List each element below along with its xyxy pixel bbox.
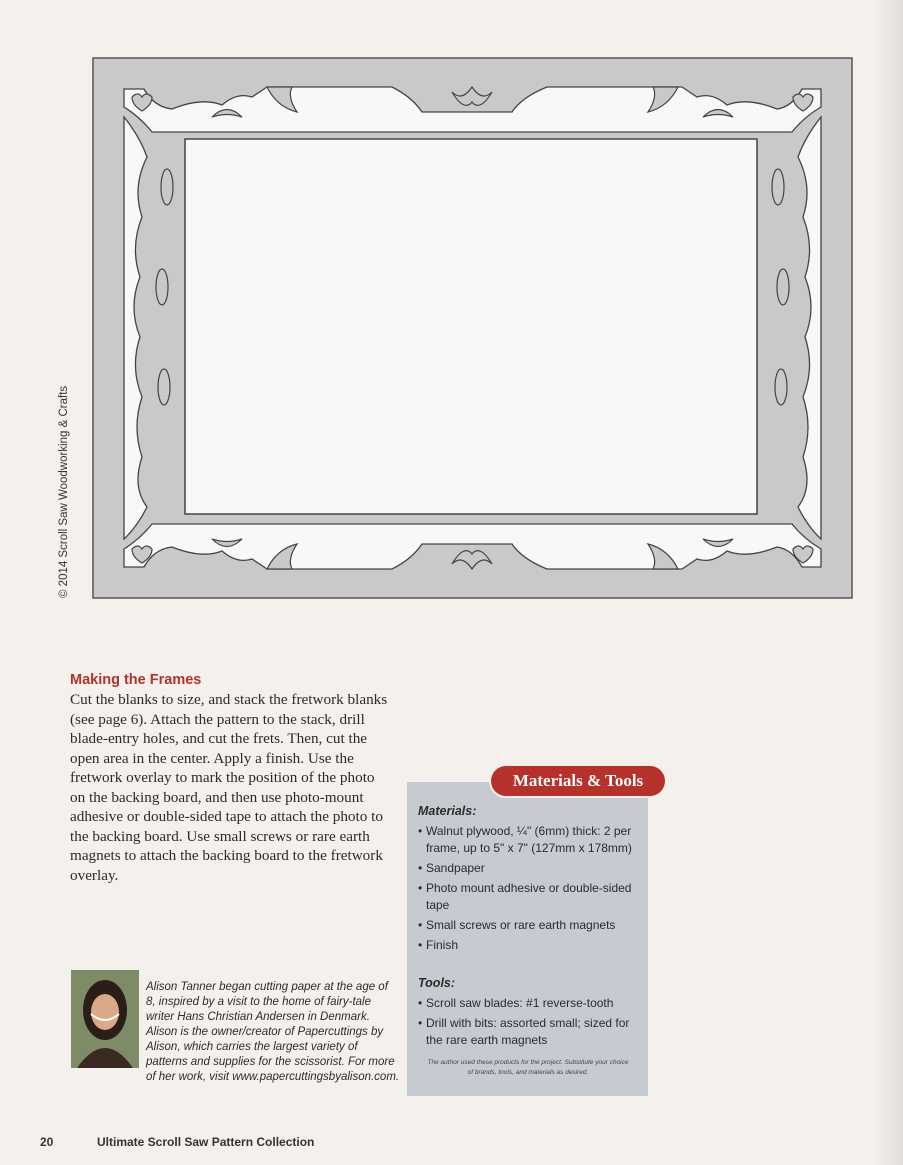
photo-opening <box>185 139 757 514</box>
tools-label: Tools: <box>418 976 456 990</box>
author-bio <box>70 980 400 1085</box>
copyright-notice: © 2014 Scroll Saw Woodworking & Crafts <box>58 385 70 598</box>
fretwork-frame-pattern <box>92 57 853 599</box>
materials-disclaimer: The author used these products for the project. Substitute your choice of brands, tools, and materials as desired. <box>427 1059 629 1076</box>
making-frames-heading: Making the Frames <box>70 672 202 688</box>
materials-label: Materials: <box>418 804 477 818</box>
publication-title: Ultimate Scroll Saw Pattern Collection <box>97 1135 315 1149</box>
materials-tools-title: Materials & Tools <box>491 766 665 796</box>
materials-list <box>418 823 644 957</box>
list-item: • Drill with bits: assorted small; sized for the rare earth magnets <box>418 1015 644 1049</box>
list-item: • Small screws or rare earth magnets <box>418 917 644 934</box>
author-bio-text: Alison Tanner began cutting paper at the age of 8, inspired by a visit to the home of fairy-tale writer Hans Christian Andersen in Denmark. Alison is the owner/creator of Papercuttings by Alison, which carries the largest variety of patterns and supplies for the scissorist. For more of her work, visit www.papercuttingsbyalison.com. <box>146 981 400 1083</box>
list-item: • Walnut plywood, ¼" (6mm) thick: 2 per frame, up to 5" x 7" (127mm x 178mm) <box>418 823 644 857</box>
bio-photo-spacer <box>70 980 146 1072</box>
page-gutter-shadow <box>873 0 903 1165</box>
list-item: • Scroll saw blades: #1 reverse-tooth <box>418 995 644 1012</box>
tools-list <box>418 995 644 1052</box>
page-number: 20 <box>40 1135 54 1149</box>
list-item: • Sandpaper <box>418 860 644 877</box>
list-item: • Photo mount adhesive or double-sided tape <box>418 880 644 914</box>
list-item: • Finish <box>418 937 644 954</box>
making-frames-body: Cut the blanks to size, and stack the fretwork blanks (see page 6). Attach the pattern to the stack, drill blade-entry holes, and cut the frets. Then, cut the open area in the center. Apply a finish. Use the fretwork overlay to mark the position of the photo on the backing board, and then use photo-mount adhesive or double-sided tape to attach the photo to the backing board. Use small screws or rare earth magnets to attach the backing board to the fretwork overlay. <box>70 691 388 884</box>
